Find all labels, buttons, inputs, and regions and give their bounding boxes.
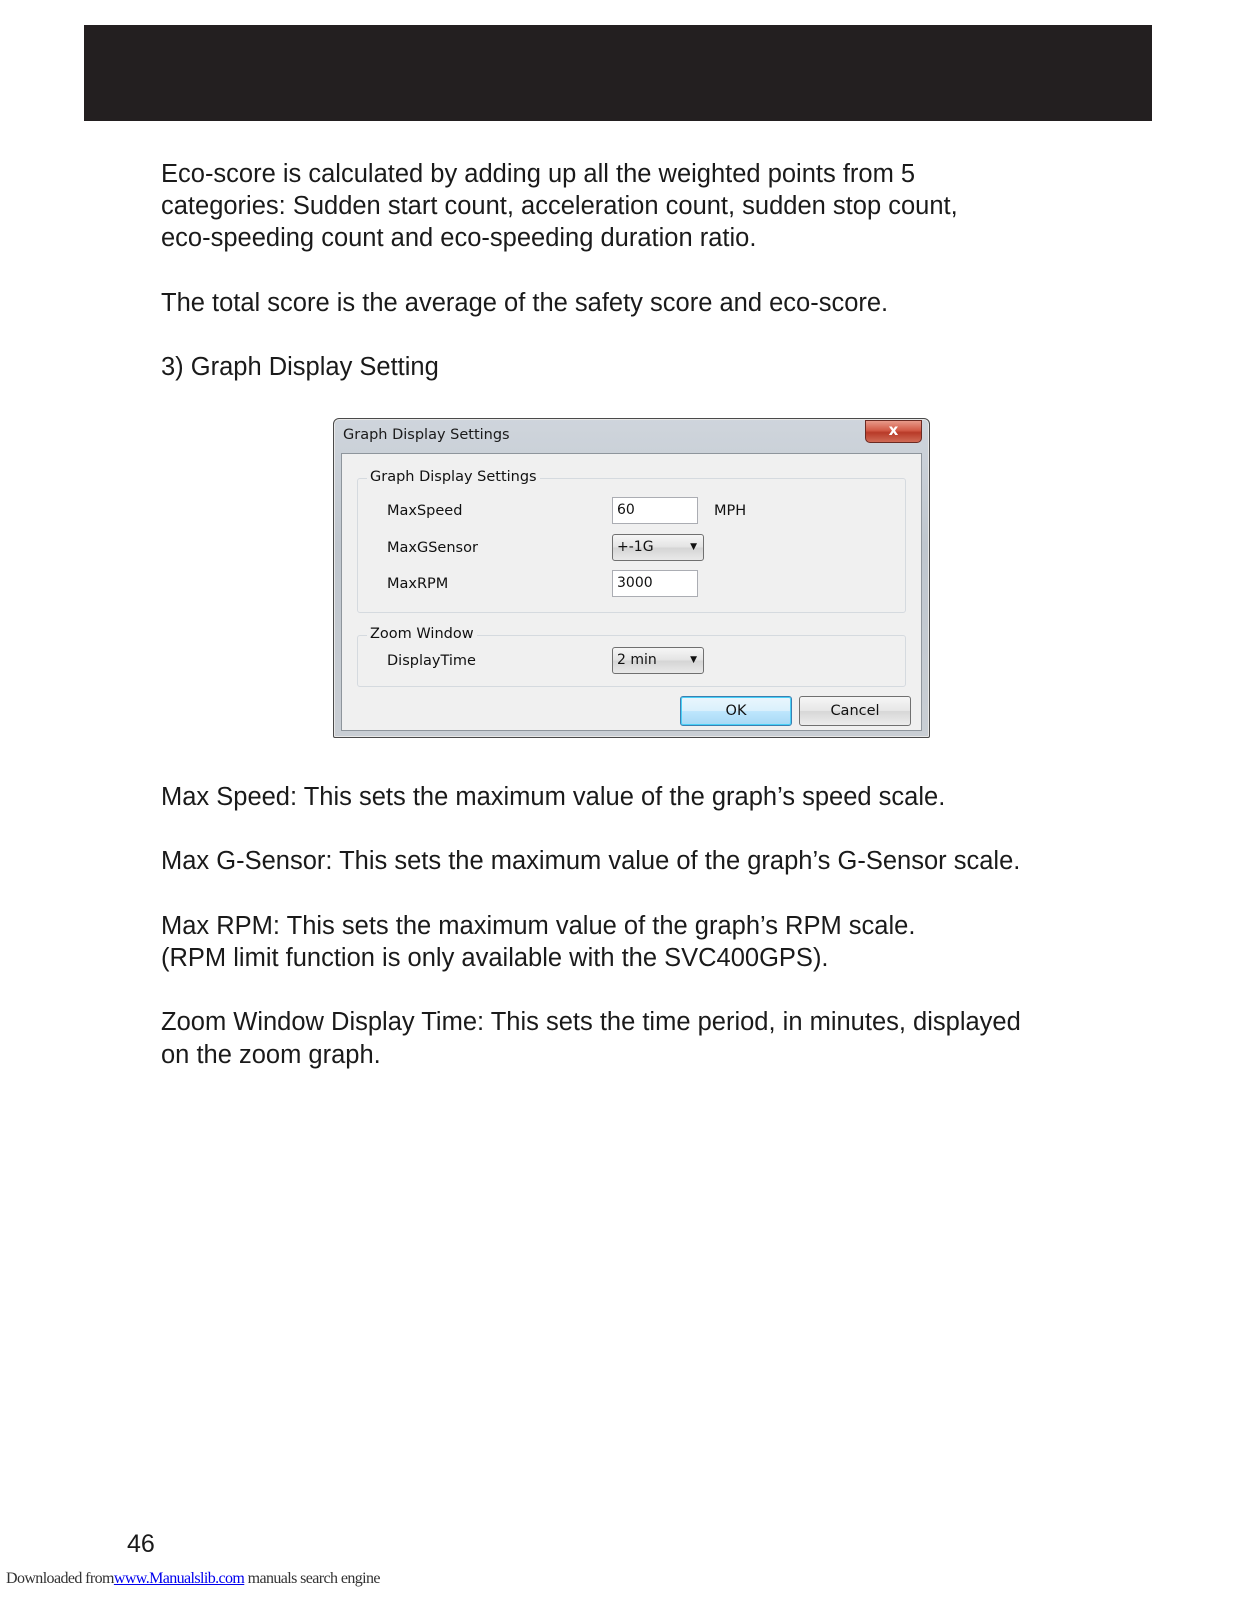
max-rpm-description-line-1: Max RPM: This sets the maximum value of the graph’s RPM scale. <box>161 911 916 940</box>
displaytime-value: 2 min <box>617 652 657 668</box>
maxrpm-input[interactable]: 3000 <box>612 570 698 597</box>
displaytime-select[interactable] <box>612 647 704 674</box>
dialog-client-area <box>341 453 922 731</box>
page-number: 46 <box>127 1530 155 1558</box>
page-content <box>161 158 1101 383</box>
maxspeed-label: MaxSpeed <box>387 503 463 519</box>
maxspeed-input[interactable]: 60 <box>612 497 698 524</box>
footer-suffix: manuals search engine <box>244 1570 380 1587</box>
zoom-window-legend: Zoom Window <box>367 626 477 642</box>
graph-settings-group <box>357 469 906 613</box>
section-heading: 3) Graph Display Setting <box>161 353 439 382</box>
total-score-paragraph: The total score is the average of the safety score and eco-score. <box>161 288 889 317</box>
dialog-title: Graph Display Settings <box>343 427 510 443</box>
footer-prefix: Downloaded from <box>6 1570 114 1587</box>
descriptions <box>161 781 1101 1071</box>
eco-score-line-1: Eco-score is calculated by adding up all the weighted points from 5 <box>161 160 916 188</box>
eco-score-line-2: categories: Sudden start count, acceleration count, sudden stop count, <box>161 192 958 221</box>
maxrpm-label: MaxRPM <box>387 576 449 592</box>
eco-score-line-3: eco-speeding count and eco-speeding duration ratio. <box>161 224 757 253</box>
close-icon: x <box>888 421 899 439</box>
maxgsensor-label: MaxGSensor <box>387 540 478 556</box>
chevron-down-icon: ▼ <box>690 655 697 665</box>
maxgsensor-select[interactable] <box>612 534 704 561</box>
displaytime-label: DisplayTime <box>387 653 476 669</box>
maxspeed-unit: MPH <box>714 503 747 519</box>
header-bar <box>84 25 1152 121</box>
manualslib-link[interactable]: www.Manualslib.com <box>113 1570 245 1587</box>
chevron-down-icon: ▼ <box>690 542 697 552</box>
zoom-description-line-1: Zoom Window Display Time: This sets the time period, in minutes, displayed <box>161 1008 1021 1037</box>
footer-credit <box>6 1570 380 1588</box>
zoom-window-group <box>357 626 906 687</box>
dialog-titlebar <box>334 419 929 453</box>
maxgsensor-value: +-1G <box>617 539 654 555</box>
max-rpm-description-line-2: (RPM limit function is only available with the SVC400GPS). <box>161 943 829 972</box>
cancel-button[interactable]: Cancel <box>799 696 911 726</box>
zoom-description-line-2: on the zoom graph. <box>161 1040 381 1069</box>
close-button[interactable] <box>865 420 922 443</box>
graph-settings-legend: Graph Display Settings <box>367 469 540 485</box>
graph-display-settings-dialog <box>333 418 930 738</box>
max-speed-description: Max Speed: This sets the maximum value of the graph’s speed scale. <box>161 783 946 811</box>
max-gsensor-description: Max G-Sensor: This sets the maximum value of the graph’s G-Sensor scale. <box>161 847 1021 876</box>
ok-button[interactable]: OK <box>680 696 792 726</box>
